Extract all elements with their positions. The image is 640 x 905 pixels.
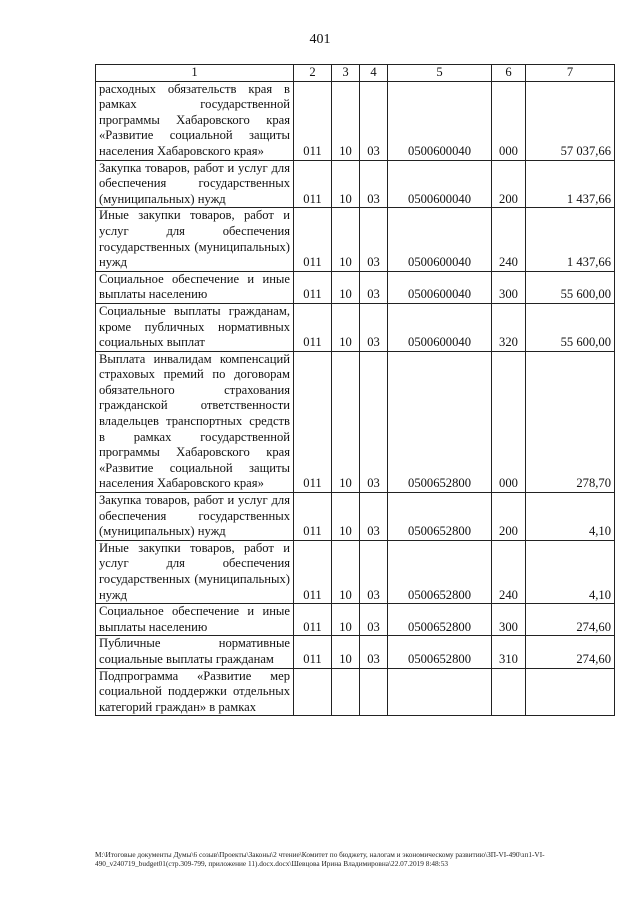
- row-target-article: 0500600040: [388, 81, 492, 160]
- row-amount: 55 600,00: [526, 271, 615, 303]
- row-name: Иные закупки товаров, работ и услуг для обеспечения государственных (муниципальных) нужд: [96, 540, 294, 603]
- row-amount: 1 437,66: [526, 208, 615, 271]
- row-section: 10: [332, 636, 360, 668]
- row-expense-type: 000: [492, 81, 526, 160]
- row-expense-type: 310: [492, 636, 526, 668]
- row-amount: 274,60: [526, 604, 615, 636]
- row-section: 10: [332, 208, 360, 271]
- row-subsection: 03: [360, 271, 388, 303]
- table-row: [96, 160, 615, 208]
- row-admin-code: [294, 668, 332, 716]
- row-target-article: 0500652800: [388, 540, 492, 603]
- table-row: [96, 208, 615, 271]
- row-expense-type: 000: [492, 351, 526, 492]
- row-section: 10: [332, 160, 360, 208]
- row-name: Социальное обеспечение и иные выплаты населению: [96, 604, 294, 636]
- row-amount: 55 600,00: [526, 303, 615, 351]
- row-target-article: 0500652800: [388, 351, 492, 492]
- row-subsection: 03: [360, 636, 388, 668]
- row-amount: 278,70: [526, 351, 615, 492]
- row-expense-type: 240: [492, 208, 526, 271]
- row-section: 10: [332, 303, 360, 351]
- file-path-footer: М:\Итоговые документы Думы\6 созыв\Проекты\Законы\2 чтение\Комитет по бюджету, налогам и экономическому развитию\ЗП-VI-490\зп1-VI-490_v240719_budget01(стр.309-799, приложение 11).docx.docx\Шевцова Ирина Владимировна\22.07.2019 8:48:53: [95, 850, 545, 868]
- row-target-article: [388, 668, 492, 716]
- row-amount: [526, 668, 615, 716]
- row-section: 10: [332, 351, 360, 492]
- row-name: Закупка товаров, работ и услуг для обеспечения государственных (муниципальных) нужд: [96, 493, 294, 541]
- row-subsection: 03: [360, 81, 388, 160]
- row-subsection: 03: [360, 493, 388, 541]
- row-section: 10: [332, 493, 360, 541]
- row-expense-type: 300: [492, 271, 526, 303]
- row-subsection: [360, 668, 388, 716]
- row-expense-type: 320: [492, 303, 526, 351]
- row-expense-type: 200: [492, 493, 526, 541]
- row-section: 10: [332, 271, 360, 303]
- row-expense-type: [492, 668, 526, 716]
- row-expense-type: 300: [492, 604, 526, 636]
- row-admin-code: 011: [294, 271, 332, 303]
- header-col-5: 5: [388, 65, 492, 82]
- row-target-article: 0500600040: [388, 303, 492, 351]
- row-target-article: 0500600040: [388, 271, 492, 303]
- row-name: Иные закупки товаров, работ и услуг для обеспечения государственных (муниципальных) нужд: [96, 208, 294, 271]
- row-target-article: 0500652800: [388, 604, 492, 636]
- row-subsection: 03: [360, 540, 388, 603]
- row-expense-type: 240: [492, 540, 526, 603]
- row-name: расходных обязательств края в рамках государственной программы Хабаровского края «Развитие социальной защиты населения Хабаровского края»: [96, 81, 294, 160]
- row-admin-code: 011: [294, 636, 332, 668]
- table-row: [96, 493, 615, 541]
- row-name: Выплата инвалидам компенсаций страховых премий по договорам обязательного страхования гражданской ответственности владельцев транспортных средств в рамках государственной программы Хабаровского края «Развитие социальной защиты населения Хабаровского края»: [96, 351, 294, 492]
- row-admin-code: 011: [294, 493, 332, 541]
- row-target-article: 0500600040: [388, 160, 492, 208]
- row-subsection: 03: [360, 351, 388, 492]
- row-section: [332, 668, 360, 716]
- row-expense-type: 200: [492, 160, 526, 208]
- row-subsection: 03: [360, 604, 388, 636]
- row-target-article: 0500600040: [388, 208, 492, 271]
- header-col-3: 3: [332, 65, 360, 82]
- row-admin-code: 011: [294, 303, 332, 351]
- budget-table: [95, 64, 615, 716]
- row-name: Подпрограмма «Развитие мер социальной поддержки отдельных категорий граждан» в рамках: [96, 668, 294, 716]
- row-amount: 4,10: [526, 540, 615, 603]
- table-header: [96, 65, 615, 82]
- row-target-article: 0500652800: [388, 636, 492, 668]
- row-admin-code: 011: [294, 208, 332, 271]
- page-number: 401: [309, 32, 331, 47]
- row-name: Социальное обеспечение и иные выплаты населению: [96, 271, 294, 303]
- header-col-2: 2: [294, 65, 332, 82]
- header-row: [96, 65, 615, 82]
- table-row: [96, 271, 615, 303]
- table-row: [96, 604, 615, 636]
- row-subsection: 03: [360, 160, 388, 208]
- row-name: Социальные выплаты гражданам, кроме публичных нормативных социальных выплат: [96, 303, 294, 351]
- table-row: [96, 303, 615, 351]
- table-row: [96, 351, 615, 492]
- header-col-7: 7: [526, 65, 615, 82]
- table-row: [96, 668, 615, 716]
- row-name: Закупка товаров, работ и услуг для обеспечения государственных (муниципальных) нужд: [96, 160, 294, 208]
- table-row: [96, 81, 615, 160]
- row-admin-code: 011: [294, 81, 332, 160]
- row-admin-code: 011: [294, 351, 332, 492]
- row-name: Публичные нормативные социальные выплаты гражданам: [96, 636, 294, 668]
- row-target-article: 0500652800: [388, 493, 492, 541]
- row-admin-code: 011: [294, 160, 332, 208]
- header-col-4: 4: [360, 65, 388, 82]
- row-amount: 274,60: [526, 636, 615, 668]
- row-amount: 4,10: [526, 493, 615, 541]
- row-section: 10: [332, 81, 360, 160]
- row-amount: 1 437,66: [526, 160, 615, 208]
- row-subsection: 03: [360, 208, 388, 271]
- row-admin-code: 011: [294, 604, 332, 636]
- table-row: [96, 540, 615, 603]
- header-col-1: 1: [96, 65, 294, 82]
- row-admin-code: 011: [294, 540, 332, 603]
- row-section: 10: [332, 540, 360, 603]
- table-row: [96, 636, 615, 668]
- row-amount: 57 037,66: [526, 81, 615, 160]
- header-col-6: 6: [492, 65, 526, 82]
- row-section: 10: [332, 604, 360, 636]
- row-subsection: 03: [360, 303, 388, 351]
